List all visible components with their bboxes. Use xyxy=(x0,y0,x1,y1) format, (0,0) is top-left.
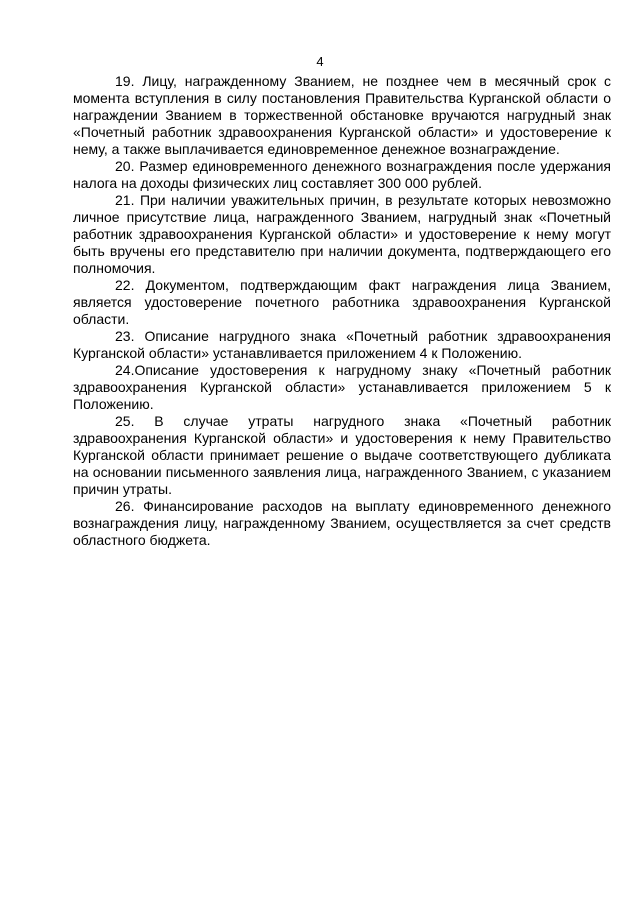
document-body xyxy=(73,73,611,549)
paragraph-26: 26. Финансирование расходов на выплату единовременного денежного вознаграждения лицу, награжденному Званием, осуществляется за счет средств областного бюджета. xyxy=(73,498,611,548)
paragraph-21: 21. При наличии уважительных причин, в результате которых невозможно личное присутствие лица, награжденного Званием, нагрудный знак «Почетный работник здравоохранения Курганской области» и удостоверение к нему могут быть вручены его представителю при наличии документа, подтверждающего его полномочия. xyxy=(73,192,611,276)
paragraph-22: 22. Документом, подтверждающим факт награждения лица Званием, является удостоверение почетного работника здравоохранения Курганской области. xyxy=(73,277,611,327)
paragraph-24: 24.Описание удостоверения к нагрудному знаку «Почетный работник здравоохранения Курганской области» устанавливается приложением 5 к Положению. xyxy=(73,362,611,412)
paragraph-19: 19. Лицу, награжденному Званием, не позднее чем в месячный срок с момента вступления в силу постановления Правительства Курганской области о награждении Званием в торжественной обстановке вручаются нагрудный знак «Почетный работник здравоохранения Курганской области» и удостоверение к нему, а также выплачивается единовременное денежное вознаграждение. xyxy=(73,73,611,157)
paragraph-20: 20. Размер единовременного денежного вознаграждения после удержания налога на доходы физических лиц составляет 300 000 рублей. xyxy=(73,158,611,191)
paragraph-23: 23. Описание нагрудного знака «Почетный работник здравоохранения Курганской области» устанавливается приложением 4 к Положению. xyxy=(73,328,611,361)
page-number: 4 xyxy=(316,54,324,69)
paragraph-25: 25. В случае утраты нагрудного знака «Почетный работник здравоохранения Курганской области» и удостоверения к нему Правительство Курганской области принимает решение о выдаче соответствующего дубликата на основании письменного заявления лица, награжденного Званием, с указанием причин утраты. xyxy=(73,413,611,497)
